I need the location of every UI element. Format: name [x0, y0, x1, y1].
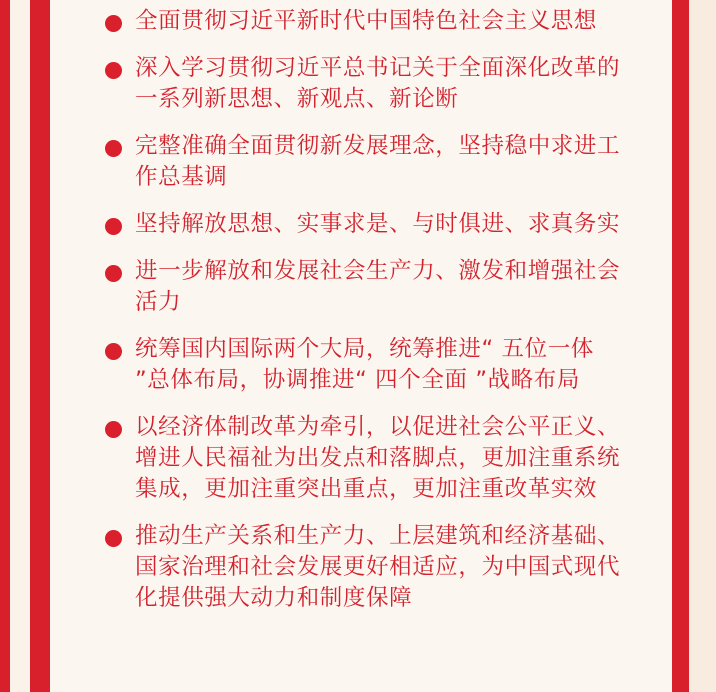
right-red-border [672, 0, 716, 692]
list-item-text: 推动生产关系和生产力、上层建筑和经济基础、国家治理和社会发展更好相适应，为中国式现代化提供强大动力和制度保障 [135, 523, 621, 611]
list-item-text: 统筹国内国际两个大局，统筹推进“ 五位一体 ”总体布局，协调推进“ 四个全面 ”战略布局 [135, 336, 594, 393]
principles-list [105, 6, 635, 630]
list-item-text: 坚持解放思想、实事求是、与时俱进、求真务实 [135, 211, 621, 237]
bullet-dot-icon [105, 218, 122, 235]
list-item [105, 412, 635, 505]
bullet-dot-icon [105, 530, 122, 547]
bullet-dot-icon [105, 343, 122, 360]
list-item-text: 深入学习贯彻习近平总书记关于全面深化改革的一系列新思想、新观点、新论断 [135, 55, 621, 112]
list-item [105, 334, 635, 396]
list-item-text: 以经济体制改革为牵引，以促进社会公平正义、增进人民福祉为出发点和落脚点，更加注重系统集成，更加注重突出重点，更加注重改革实效 [135, 414, 621, 502]
list-item-text: 全面贯彻习近平新时代中国特色社会主义思想 [135, 8, 598, 34]
bullet-dot-icon [105, 62, 122, 79]
list-item-text: 进一步解放和发展社会生产力、激发和增强社会活力 [135, 258, 621, 315]
list-item [105, 6, 635, 37]
list-item [105, 131, 635, 193]
list-item [105, 521, 635, 614]
bullet-dot-icon [105, 15, 122, 32]
list-item [105, 256, 635, 318]
list-item [105, 53, 635, 115]
bullet-dot-icon [105, 265, 122, 282]
list-item [105, 209, 635, 240]
list-item-text: 完整准确全面贯彻新发展理念，坚持稳中求进工作总基调 [135, 133, 621, 190]
left-red-border [0, 0, 50, 692]
bullet-dot-icon [105, 140, 122, 157]
bullet-dot-icon [105, 421, 122, 438]
